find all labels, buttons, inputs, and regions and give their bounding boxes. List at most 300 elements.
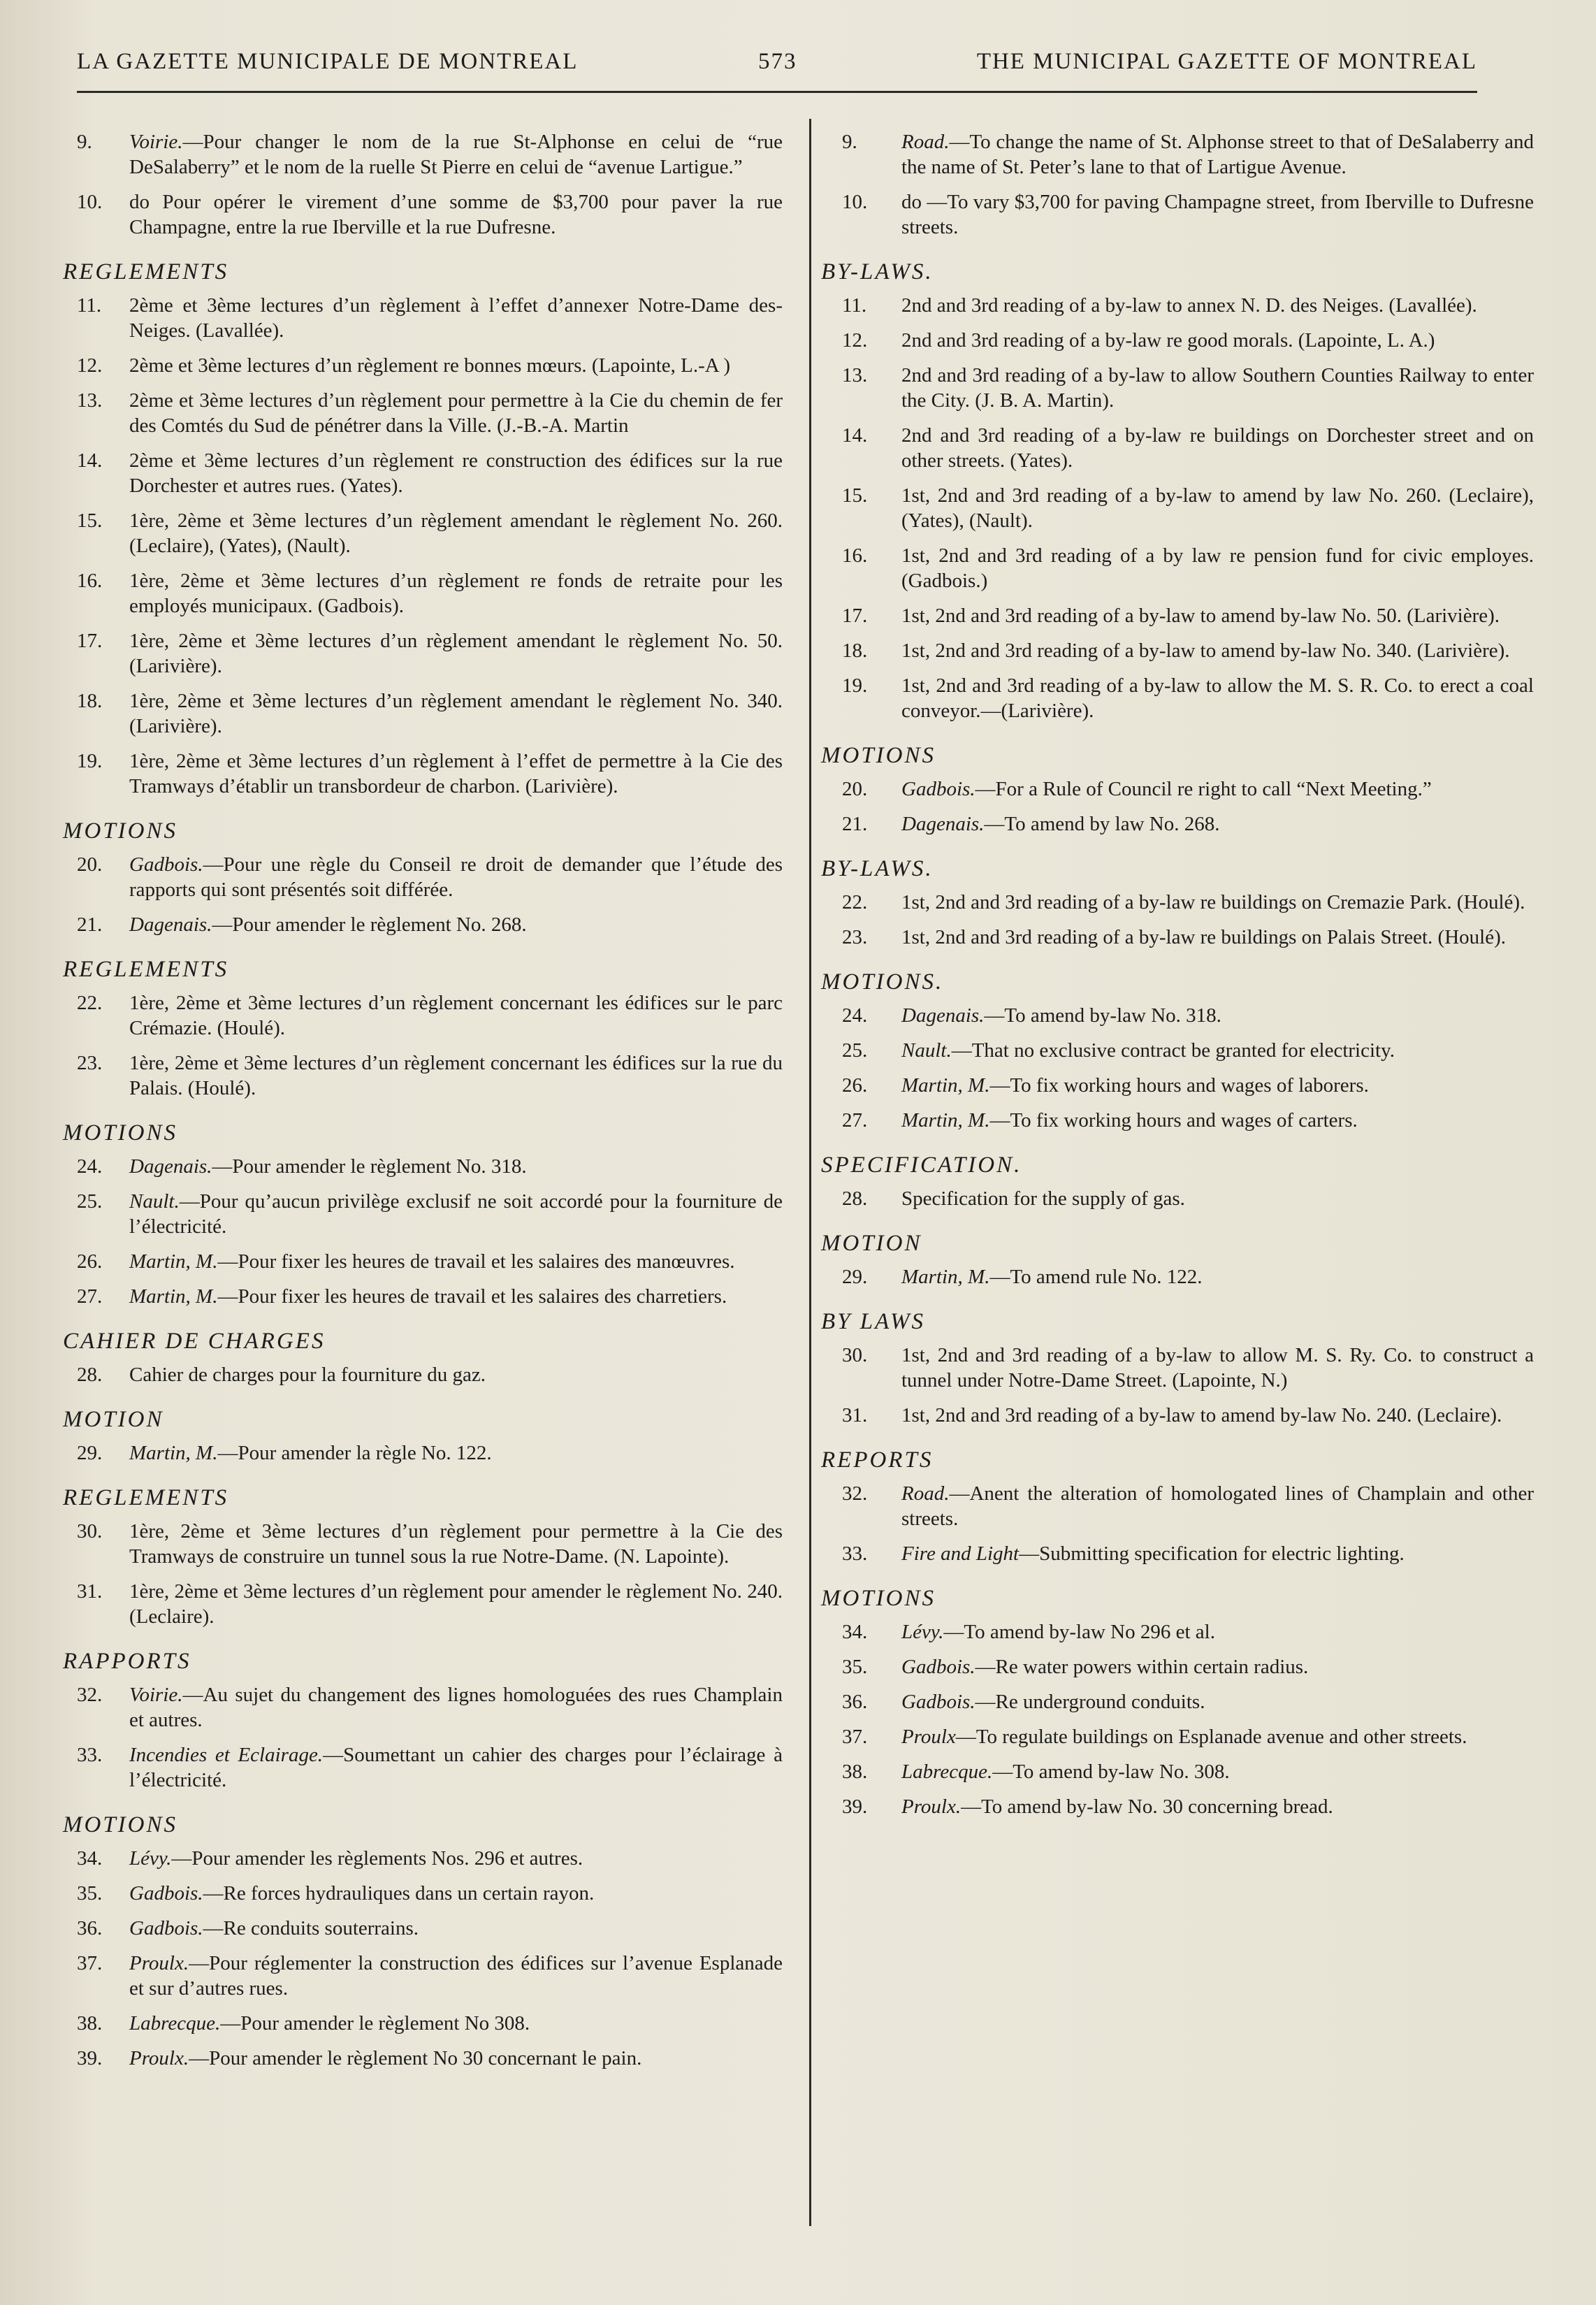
item-number: 25. [842, 1039, 868, 1062]
en-agenda-item [821, 1724, 1534, 1749]
item-number: 16. [842, 544, 868, 567]
item-number: 25. [77, 1190, 103, 1213]
fr-section-heading: REGLEMENTS [63, 957, 229, 982]
item-lead: Nault. [901, 1039, 952, 1062]
item-text [129, 1579, 783, 1629]
item-body: 1ère, 2ème et 3ème lectures d’un règlement pour amender le règlement No. 240. (Leclaire). [129, 1580, 783, 1628]
item-text [901, 1689, 1534, 1714]
item-lead: Nault. [129, 1190, 180, 1213]
item-body: 1ère, 2ème et 3ème lectures d’un règlement amendant le règlement No. 50. (Larivière). [129, 630, 783, 677]
fr-agenda-item [63, 1249, 783, 1274]
item-text [129, 1440, 783, 1466]
item-text [901, 1794, 1534, 1819]
item-body: —To amend by-law No 296 et al. [943, 1621, 1215, 1643]
en-section-heading: MOTIONS [821, 1586, 936, 1611]
item-number: 28. [842, 1187, 868, 1210]
item-number: 28. [77, 1364, 103, 1386]
fr-agenda-item [63, 353, 783, 378]
header-french-title: LA GAZETTE MUNICIPALE DE MONTREAL [77, 49, 579, 74]
item-lead: Voirie. [129, 1684, 183, 1706]
item-text [901, 483, 1534, 533]
item-lead: Gadbois. [129, 1882, 203, 1905]
item-number: 15. [842, 484, 868, 507]
item-lead: Labrecque. [901, 1761, 993, 1783]
item-body: —Re forces hydrauliques dans un certain rayon. [203, 1882, 595, 1905]
fr-agenda-item [63, 1916, 783, 1941]
item-number: 17. [842, 605, 868, 627]
item-body: —To amend by-law No. 30 concerning bread. [961, 1795, 1333, 1818]
item-text [129, 448, 783, 498]
item-number: 26. [77, 1250, 103, 1273]
item-lead: Martin, M. [901, 1266, 990, 1288]
fr-section-heading: MOTIONS [63, 818, 178, 844]
item-lead: Gadbois. [901, 778, 975, 800]
en-agenda-item [821, 1403, 1534, 1428]
fr-agenda-item [63, 1362, 783, 1387]
item-text [129, 1284, 783, 1309]
item-text [901, 603, 1534, 628]
item-body: 1ère, 2ème et 3ème lectures d’un règlement pour permettre à la Cie des Tramways de construire un tunnel sous la rue Notre-Dame. (N. Lapointe). [129, 1520, 783, 1568]
en-agenda-item [821, 293, 1534, 318]
en-agenda-item [821, 1759, 1534, 1784]
fr-agenda-item [63, 2011, 783, 2036]
item-text [129, 293, 783, 343]
item-number: 36. [77, 1917, 103, 1939]
item-number: 27. [77, 1285, 103, 1308]
fr-agenda-item [63, 1154, 783, 1179]
item-lead: Road. [901, 131, 950, 153]
item-body: 1st, 2nd and 3rd reading of a by-law to amend by-law No. 340. (Larivière). [901, 640, 1510, 662]
item-body: —Submitting specification for electric lighting. [1019, 1542, 1405, 1565]
fr-agenda-item [63, 1189, 783, 1239]
item-text [129, 1362, 783, 1387]
item-body: do Pour opérer le virement d’une somme de $3,700 pour paver la rue Champagne, entre la rue Iberville et la rue Dufresne. [129, 191, 783, 238]
item-number: 26. [842, 1074, 868, 1097]
item-text [129, 1519, 783, 1569]
fr-section-heading: MOTIONS [63, 1812, 178, 1837]
item-body: 1ère, 2ème et 3ème lectures d’un règlement amendant le règlement No. 260. (Leclaire), (Yates), (Nault). [129, 510, 783, 557]
item-text [129, 1189, 783, 1239]
item-text [901, 1403, 1534, 1428]
item-lead: Dagenais. [901, 1004, 985, 1027]
fr-agenda-item [63, 129, 783, 180]
en-agenda-item [821, 543, 1534, 593]
fr-agenda-item [63, 1846, 783, 1871]
item-text [129, 129, 783, 180]
item-number: 12. [77, 354, 103, 377]
item-body: —To fix working hours and wages of laborers. [989, 1074, 1369, 1097]
en-section-heading: REPORTS [821, 1447, 934, 1473]
en-agenda-item [821, 1654, 1534, 1679]
en-section-heading: BY-LAWS. [821, 856, 934, 881]
fr-section-heading: RAPPORTS [63, 1649, 191, 1674]
en-agenda-item [821, 129, 1534, 180]
item-number: 21. [842, 813, 868, 835]
en-agenda-item [821, 890, 1534, 915]
fr-agenda-item [63, 388, 783, 438]
item-number: 24. [842, 1004, 868, 1027]
item-number: 34. [77, 1847, 103, 1870]
item-text [129, 353, 783, 378]
item-lead: Fire and Light [901, 1542, 1020, 1565]
item-text [901, 1186, 1534, 1211]
fr-agenda-item [63, 990, 783, 1041]
item-lead: Lévy. [901, 1621, 944, 1643]
item-body: —To change the name of St. Alphonse street to that of DeSalaberry and the name of St. Peter’s lane to that of Lartigue Avenue. [901, 131, 1534, 178]
fr-agenda-item [63, 1682, 783, 1733]
item-body: Specification for the supply of gas. [901, 1187, 1185, 1210]
fr-section-heading: MOTIONS [63, 1120, 178, 1146]
item-lead: Dagenais. [129, 913, 212, 936]
item-body: —Pour amender le règlement No. 318. [212, 1155, 527, 1178]
item-body: 1ère, 2ème et 3ème lectures d’un règlement concernant les édifices sur la rue du Palais. (Houlé). [129, 1052, 783, 1099]
item-body: 1st, 2nd and 3rd reading of a by-law to allow M. S. Ry. Co. to construct a tunnel under Notre-Dame Street. (Lapointe, N.) [901, 1344, 1534, 1392]
item-body: —Pour amender le règlement No 30 concernant le pain. [189, 2047, 642, 2069]
item-body: 1st, 2nd and 3rd reading of a by law re pension fund for civic employes. (Gadbois.) [901, 544, 1534, 592]
item-body: 1ère, 2ème et 3ème lectures d’un règlement amendant le règlement No. 340. (Larivière). [129, 690, 783, 737]
item-number: 30. [842, 1344, 868, 1366]
item-body: —That no exclusive contract be granted for electricity. [951, 1039, 1395, 1062]
item-body: 2nd and 3rd reading of a by-law to allow Southern Counties Railway to enter the City. (J. B. A. Martin). [901, 364, 1534, 412]
fr-agenda-item [63, 749, 783, 799]
item-lead: Martin, M. [129, 1285, 218, 1308]
fr-section-heading: CAHIER DE CHARGES [63, 1329, 326, 1354]
item-text [901, 1759, 1534, 1784]
item-body: —Pour une règle du Conseil re droit de demander que l’étude des rapports qui sont présentés soit différée. [129, 853, 783, 901]
item-body: 1ère, 2ème et 3ème lectures d’un règlement re fonds de retraite pour les employés municipaux. (Gadbois). [129, 570, 783, 617]
fr-agenda-item [63, 1881, 783, 1906]
item-lead: Martin, M. [129, 1250, 218, 1273]
item-text [901, 1343, 1534, 1393]
en-agenda-item [821, 1186, 1534, 1211]
item-number: 27. [842, 1109, 868, 1132]
fr-agenda-item [63, 628, 783, 679]
item-number: 18. [77, 690, 103, 712]
item-lead: Martin, M. [129, 1442, 218, 1464]
item-body: 2nd and 3rd reading of a by-law re buildings on Dorchester street and on other streets. (Yates). [901, 424, 1534, 472]
item-body: Cahier de charges pour la fourniture du gaz. [129, 1364, 486, 1386]
item-text [129, 568, 783, 619]
item-body: —Au sujet du changement des lignes homologuées des rues Champlain et autres. [129, 1684, 783, 1731]
item-text [129, 189, 783, 240]
en-agenda-item [821, 603, 1534, 628]
item-text [901, 776, 1534, 802]
item-body: —Pour amender les règlements Nos. 296 et autres. [171, 1847, 583, 1870]
column-divider [809, 119, 811, 2226]
item-body: 2ème et 3ème lectures d’un règlement pour permettre à la Cie du chemin de fer des Comtés du Sud de pénétrer dans la Ville. (J.-B.-A. Martin [129, 389, 783, 437]
item-number: 36. [842, 1691, 868, 1713]
item-text [129, 628, 783, 679]
fr-agenda-item [63, 568, 783, 619]
fr-agenda-item [63, 1951, 783, 2001]
en-agenda-item [821, 1108, 1534, 1133]
item-body: 1st, 2nd and 3rd reading of a by-law to amend by law No. 260. (Leclaire), (Yates), (Nault). [901, 484, 1534, 532]
item-body: —Re water powers within certain radius. [975, 1656, 1309, 1678]
en-section-heading: SPECIFICATION. [821, 1152, 1022, 1178]
item-number: 13. [842, 364, 868, 386]
french-column [63, 129, 783, 2081]
item-body: —To amend by law No. 268. [984, 813, 1220, 835]
item-text [129, 1154, 783, 1179]
en-agenda-item [821, 673, 1534, 723]
item-lead: Gadbois. [129, 853, 203, 876]
item-text [901, 363, 1534, 413]
item-number: 19. [77, 750, 103, 772]
item-lead: Dagenais. [129, 1155, 212, 1178]
item-body: 2nd and 3rd reading of a by-law to annex N. D. des Neiges. (Lavallée). [901, 294, 1477, 317]
item-text [901, 423, 1534, 473]
item-text [901, 1481, 1534, 1531]
item-body: —To regulate buildings on Esplanade avenue and other streets. [955, 1726, 1467, 1748]
item-number: 18. [842, 640, 868, 662]
item-number: 29. [842, 1266, 868, 1288]
item-text [901, 293, 1534, 318]
fr-agenda-item [63, 1284, 783, 1309]
item-number: 38. [77, 2012, 103, 2035]
item-lead: Proulx. [129, 2047, 189, 2069]
item-text [129, 388, 783, 438]
item-body: do —To vary $3,700 for paving Champagne street, from Iberville to Dufresne streets. [901, 191, 1534, 238]
item-body: 2ème et 3ème lectures d’un règlement re construction des édifices sur la rue Dorchester et autres rues. (Yates). [129, 449, 783, 497]
item-body: 2nd and 3rd reading of a by-law re good morals. (Lapointe, L. A.) [901, 329, 1435, 352]
en-agenda-item [821, 1541, 1534, 1566]
en-agenda-item [821, 1794, 1534, 1819]
item-number: 9. [842, 131, 857, 153]
item-number: 15. [77, 510, 103, 532]
item-body: —Pour qu’aucun privilège exclusif ne soit accordé pour la fourniture de l’électricité. [129, 1190, 783, 1238]
fr-section-heading: REGLEMENTS [63, 259, 229, 284]
item-lead: Gadbois. [901, 1691, 975, 1713]
item-number: 39. [77, 2047, 103, 2069]
item-lead: Martin, M. [901, 1109, 990, 1132]
fr-agenda-item [63, 688, 783, 739]
fr-agenda-item [63, 448, 783, 498]
item-lead: Road. [901, 1482, 950, 1505]
item-text [129, 1050, 783, 1101]
item-text [129, 1249, 783, 1274]
en-agenda-item [821, 1073, 1534, 1098]
item-number: 37. [842, 1726, 868, 1748]
fr-section-heading: MOTION [63, 1407, 164, 1432]
item-number: 31. [77, 1580, 103, 1603]
item-lead: Voirie. [129, 131, 183, 153]
en-section-heading: MOTIONS. [821, 969, 944, 995]
item-text [901, 1264, 1534, 1289]
item-body: —For a Rule of Council re right to call “Next Meeting.” [975, 778, 1432, 800]
header-english-title: THE MUNICIPAL GAZETTE OF MONTREAL [976, 49, 1477, 74]
fr-agenda-item [63, 2046, 783, 2071]
item-body: —To amend by-law No. 318. [984, 1004, 1221, 1027]
en-section-heading: MOTIONS [821, 743, 936, 768]
item-text [129, 912, 783, 937]
english-column [821, 129, 1534, 1829]
en-agenda-item [821, 811, 1534, 837]
item-lead: Labrecque. [129, 2012, 221, 2035]
item-number: 9. [77, 131, 92, 153]
item-text [901, 811, 1534, 837]
item-text [901, 543, 1534, 593]
item-text [129, 749, 783, 799]
item-text [901, 1724, 1534, 1749]
item-number: 14. [842, 424, 868, 447]
en-agenda-item [821, 483, 1534, 533]
en-section-heading: BY-LAWS. [821, 259, 934, 284]
en-agenda-item [821, 1481, 1534, 1531]
item-body: 1ère, 2ème et 3ème lectures d’un règlement concernant les édifices sur le parc Crémazie. (Houlé). [129, 992, 783, 1039]
fr-agenda-item [63, 1440, 783, 1466]
item-body: —Pour changer le nom de la rue St-Alphonse en celui de “rue DeSalaberry” et le nom de la ruelle St Pierre en celui de “avenue Lartigue.” [129, 131, 783, 178]
item-lead: Lévy. [129, 1847, 172, 1870]
item-number: 20. [842, 778, 868, 800]
item-body: 1ère, 2ème et 3ème lectures d’un règlement à l’effet de permettre à la Cie des Tramways d’établir un transbordeur de charbon. (Larivière). [129, 750, 783, 797]
item-body: —Pour fixer les heures de travail et les salaires des charretiers. [217, 1285, 727, 1308]
item-lead: Proulx. [901, 1795, 962, 1818]
item-text [129, 2046, 783, 2071]
item-body: —Pour fixer les heures de travail et les salaires des manœuvres. [217, 1250, 735, 1273]
item-text [129, 1846, 783, 1871]
item-text [129, 508, 783, 558]
item-body: —Pour amender le règlement No 308. [220, 2012, 530, 2035]
fr-agenda-item [63, 1579, 783, 1629]
item-number: 16. [77, 570, 103, 592]
item-number: 31. [842, 1404, 868, 1426]
item-text [901, 1003, 1534, 1028]
running-header [77, 42, 1477, 84]
en-agenda-item [821, 638, 1534, 663]
item-number: 21. [77, 913, 103, 936]
item-text [129, 688, 783, 739]
item-number: 10. [77, 191, 103, 213]
item-number: 14. [77, 449, 103, 472]
item-text [901, 1541, 1534, 1566]
item-text [901, 1654, 1534, 1679]
item-lead: Gadbois. [901, 1656, 975, 1678]
en-agenda-item [821, 423, 1534, 473]
fr-agenda-item [63, 912, 783, 937]
item-text [129, 1951, 783, 2001]
item-number: 29. [77, 1442, 103, 1464]
item-number: 33. [842, 1542, 868, 1565]
en-agenda-item [821, 1264, 1534, 1289]
item-number: 19. [842, 674, 868, 697]
item-text [129, 990, 783, 1041]
item-lead: Incendies et Eclairage. [129, 1744, 324, 1766]
en-agenda-item [821, 363, 1534, 413]
item-body: —Pour réglementer la construction des édifices sur l’avenue Esplanade et sur d’autres rues. [129, 1952, 783, 2000]
en-agenda-item [821, 1343, 1534, 1393]
en-agenda-item [821, 1689, 1534, 1714]
item-text [901, 129, 1534, 180]
item-number: 32. [842, 1482, 868, 1505]
item-body: 2ème et 3ème lectures d’un règlement re bonnes mœurs. (Lapointe, L.-A ) [129, 354, 731, 377]
item-body: —Anent the alteration of homologated lines of Champlain and other streets. [901, 1482, 1534, 1530]
item-number: 35. [77, 1882, 103, 1905]
item-text [901, 1619, 1534, 1645]
item-number: 12. [842, 329, 868, 352]
en-agenda-item [821, 776, 1534, 802]
item-text [129, 1916, 783, 1941]
item-number: 30. [77, 1520, 103, 1542]
item-body: 1st, 2nd and 3rd reading of a by-law re buildings on Cremazie Park. (Houlé). [901, 891, 1525, 913]
fr-section-heading: REGLEMENTS [63, 1485, 229, 1510]
item-body: 2ème et 3ème lectures d’un règlement à l’effet d’annexer Notre-Dame des-Neiges. (Lavallée). [129, 294, 783, 342]
header-rule [77, 91, 1477, 93]
fr-agenda-item [63, 508, 783, 558]
fr-agenda-item [63, 1050, 783, 1101]
item-lead: Dagenais. [901, 813, 985, 835]
item-number: 17. [77, 630, 103, 652]
item-number: 11. [842, 294, 867, 317]
item-text [901, 925, 1534, 950]
item-number: 33. [77, 1744, 103, 1766]
item-body: —To fix working hours and wages of carters. [989, 1109, 1358, 1132]
item-number: 39. [842, 1795, 868, 1818]
en-agenda-item [821, 328, 1534, 353]
item-text [129, 1881, 783, 1906]
item-number: 20. [77, 853, 103, 876]
en-agenda-item [821, 189, 1534, 240]
item-text [129, 852, 783, 902]
item-number: 22. [842, 891, 868, 913]
item-text [901, 1038, 1534, 1063]
item-lead: Proulx [901, 1726, 956, 1748]
fr-agenda-item [63, 1742, 783, 1793]
item-number: 23. [77, 1052, 103, 1074]
item-number: 11. [77, 294, 102, 317]
item-body: 1st, 2nd and 3rd reading of a by-law to allow the M. S. R. Co. to erect a coal conveyor.—(Larivière). [901, 674, 1534, 722]
item-body: —Re conduits souterrains. [203, 1917, 419, 1939]
en-section-heading: MOTION [821, 1231, 922, 1256]
item-body: —To amend rule No. 122. [989, 1266, 1203, 1288]
item-body: 1st, 2nd and 3rd reading of a by-law to amend by-law No. 240. (Leclaire). [901, 1404, 1502, 1426]
item-number: 35. [842, 1656, 868, 1678]
item-number: 24. [77, 1155, 103, 1178]
item-text [901, 189, 1534, 240]
item-lead: Gadbois. [129, 1917, 203, 1939]
en-agenda-item [821, 1003, 1534, 1028]
item-body: —Pour amender le règlement No. 268. [212, 913, 527, 936]
en-agenda-item [821, 1619, 1534, 1645]
fr-agenda-item [63, 189, 783, 240]
item-number: 37. [77, 1952, 103, 1974]
item-number: 38. [842, 1761, 868, 1783]
item-text [901, 328, 1534, 353]
item-body: —Re underground conduits. [975, 1691, 1205, 1713]
item-body: 1st, 2nd and 3rd reading of a by-law re buildings on Palais Street. (Houlé). [901, 926, 1506, 948]
item-lead: Martin, M. [901, 1074, 990, 1097]
item-text [901, 1108, 1534, 1133]
item-body: —Pour amender la règle No. 122. [217, 1442, 492, 1464]
item-text [901, 638, 1534, 663]
fr-agenda-item [63, 293, 783, 343]
en-agenda-item [821, 925, 1534, 950]
item-lead: Proulx. [129, 1952, 189, 1974]
item-number: 34. [842, 1621, 868, 1643]
item-body: —To amend by-law No. 308. [992, 1761, 1230, 1783]
item-number: 22. [77, 992, 103, 1014]
fr-agenda-item [63, 852, 783, 902]
item-text [901, 890, 1534, 915]
item-text [129, 2011, 783, 2036]
en-section-heading: BY LAWS [821, 1309, 926, 1334]
item-number: 10. [842, 191, 868, 213]
en-agenda-item [821, 1038, 1534, 1063]
item-number: 23. [842, 926, 868, 948]
fr-agenda-item [63, 1519, 783, 1569]
item-body: 1st, 2nd and 3rd reading of a by-law to amend by-law No. 50. (Larivière). [901, 605, 1500, 627]
item-body: —Soumettant un cahier des charges pour l’éclairage à l’électricité. [129, 1744, 783, 1791]
item-text [129, 1742, 783, 1793]
